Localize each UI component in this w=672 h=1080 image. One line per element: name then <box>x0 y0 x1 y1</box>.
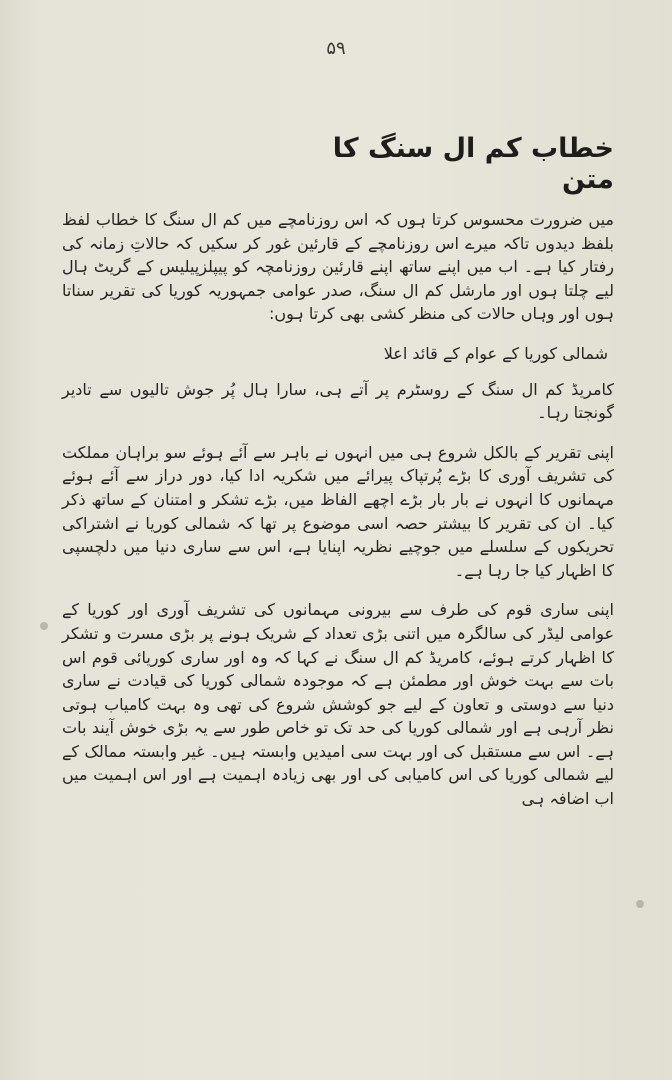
paragraph-speech-body: اپنی ساری قوم کی طرف سے بیرونی مہمانوں کی تشریف آوری اور کوریا کے عوامی لیڈر کی سالگرہ میں اتنی بڑی تعداد کے شریک ہونے پر بڑی مسرت و تشکر کا اظہار کرتے ہوئے، کامریڈ کم ال سنگ نے کہا کہ وہ اور ساری کوریائی قوم اس بات سے بہت خوش اور مطمئن ہے کہ موجودہ شمالی کوریا کی قیادت نے ساری دنیا سے دوستی و تعاون کے لیے جو کوشش شروع کی تھی وہ بہت کامیاب ہوتی نظر آرہی ہے اور شمالی کوریا کی حد تک تو خاص طور سے یہ بڑی خوش آیند بات ہے۔ اس سے مستقبل کی اور بہت سی امیدیں وابستہ ہیں۔ غیر وابستہ ممالک کے لیے شمالی کوریا کی اس کامیابی کی اور بھی زیادہ اہمیت ہے اور اس اہمیت میں اب اضافہ ہی <box>62 600 614 809</box>
margin-mark <box>636 900 644 908</box>
margin-mark <box>40 622 48 630</box>
body-text <box>62 208 614 827</box>
paragraph-speech-opening: اپنی تقریر کے بالکل شروع ہی میں انہوں نے باہر سے آئے ہوئے سو براہان مملکت کی تشریف آوری کا بڑے پُرتپاک پیرائے میں شکریہ ادا کیا، دور دراز سے آئے ہوئے مہمانوں کا انہوں نے بار بار بڑے اچھے الفاظ میں، بڑے تشکر و امتنان کے ساتھ ذکر کیا۔ ان کی تقریر کا بیشتر حصہ اسی موضوع پر تھا کہ شمالی کوریا نے اشتراکی تحریکوں کے سلسلے میں جوچیے نظریہ اپنایا ہے، اس سے ساری دنیا میں دلچسپی کا اظہار کیا جا رہا ہے۔ <box>62 442 614 580</box>
page-number: ۵۹ <box>326 38 346 59</box>
page-title: خطاب کم ال سنگ کا متن <box>332 133 614 195</box>
paragraph-intro: میں ضرورت محسوس کرتا ہوں کہ اس روزنامچے میں کم ال سنگ کا خطاب لفظ بلفظ دیدوں تاکہ میرے اس روزنامچے کے قارئین غور کر سکیں کہ حالاتِ زمانہ کی رفتار کیا ہے۔ اب میں اپنے ساتھ اپنے قارئین روزنامچہ کو پیپلزپیلیس کے گریٹ ہال لیے چلتا ہوں اور مارشل کم ال سنگ، صدر عوامی جمہوریہ کوریا کی تقریر سناتا ہوں اور وہاں حالات کی منظر کشی بھی کرتا ہوں: <box>62 210 614 324</box>
paragraph-slogan: شمالی کوریا کے عوام کے قائد اعلا <box>383 343 608 363</box>
paragraph-applause: کامریڈ کم ال سنگ کے روسٹرم پر آتے ہی، سارا ہال پُر جوش تالیوں سے تادیر گونجتا رہا۔ <box>62 379 614 423</box>
